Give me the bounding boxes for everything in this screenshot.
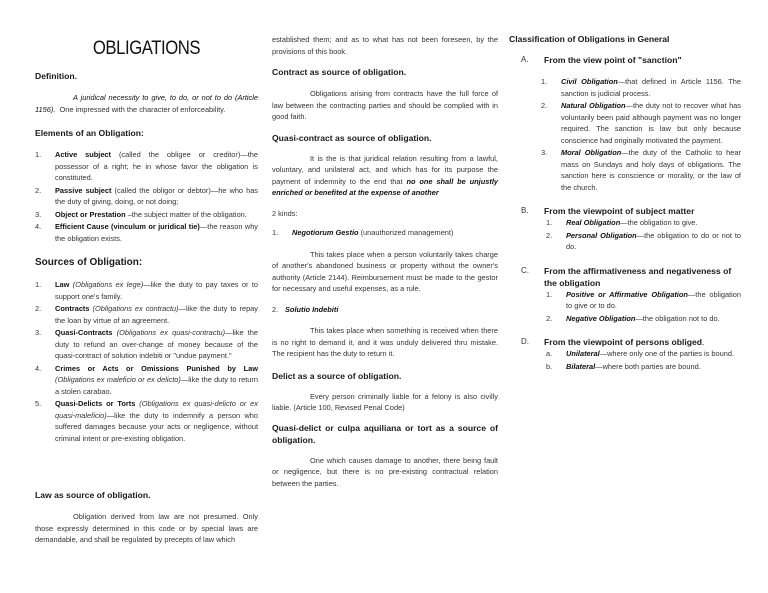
section-a: A. From the view point of "sanction" (521, 55, 682, 65)
column-3 (509, 0, 741, 373)
quasi-delict-heading: Quasi-delict or culpa aquiliana or tort as a source of obligation. (272, 422, 498, 445)
section-d: D. From the viewpoint of persons obliged. (521, 337, 705, 347)
list-item: 5. Quasi-Delicts or Torts (Obligations ex quasi-delicto or ex quasi-maleficio)—like the duty to indemnify a person who suffered damages because your acts or negligence, without criminal intent or pre-existing obligation. (35, 399, 258, 443)
list-item: 1. Real Obligation—the obligation to give. (546, 218, 698, 227)
section-b: B. From the viewpoint of subject matter (521, 206, 695, 216)
contract-source-text: Obligations arising from contracts have the full force of law between the contracting parties and should be complied with in good faith. (272, 89, 498, 121)
section-c: C. From the affirmativeness and negativeness of the obligation (521, 265, 732, 288)
list-item: b. Bilateral—where both parties are bound. (546, 361, 701, 371)
law-source-continued: established them; and as to what has not been foreseen, by the provisions of this book. (272, 35, 498, 56)
definition-heading: Definition. (35, 71, 78, 81)
delict-text: Every person criminally liable for a felony is also civilly liable. (Article 100, Revised Penal Code) (272, 391, 498, 412)
quasi-delict-text: One which causes damage to another, there being fault or negligence, but there is no pre-existing contractual relation between the parties. (272, 455, 498, 488)
list-item: 3. Moral Obligation—the duty of the Catholic to hear mass on Sundays and holy days of obligations. The sanction here is conscience or morality, or the law of the church. (541, 148, 741, 192)
list-item: 2. Negative Obligation—the obligation not to do. (546, 313, 720, 323)
law-source-heading: Law as source of obligation. (35, 490, 151, 500)
list-item: 3. Quasi-Contracts (Obligations ex quasi-contractu)—like the duty to refund an over-change of money because of the quasi-contract of solution indebiti or "undue payment." (35, 328, 258, 360)
list-item: 3. Object or Prestation –the subject matter of the obligation. (35, 209, 247, 219)
list-item: 1. Active subject (called the obligee or creditor)—the possessor of a right; he in whose favor the obligation is constituted. (35, 150, 258, 182)
list-item: 2. Solutio Indebiti (272, 304, 339, 314)
list-item: 4. Efficient Cause (vinculum or juridical tie)—the reason why the obligation exists. (35, 222, 259, 243)
classification-heading: Classification of Obligations in General (509, 34, 670, 44)
solutio-indebiti-text: This takes place when something is received when there is no right to demand it, and it was unduly delivered thru mistake. The recipient has the duty to return it. (272, 326, 498, 358)
column-1 (35, 0, 258, 546)
list-item: 2. Contracts (Obligations ex contractu)—like the duty to repay the loan by virtue of an agreement. (35, 304, 258, 325)
quasi-contract-heading: Quasi-contract as source of obligation. (272, 132, 432, 143)
elements-heading: Elements of an Obligation: (35, 128, 144, 138)
list-item: 1. Law (Obligations ex lege)—like the duty to pay taxes or to support one's family. (35, 280, 258, 301)
column-2 (272, 0, 498, 489)
law-source-text: Obligation derived from law are not presumed. Only those expressly determined in this code or by special laws are demandable, and shall be regulated by precepts of law which (35, 512, 258, 544)
sources-heading: Sources of Obligation: (35, 257, 143, 268)
list-item: 2. Passive subject (called the obligor or debtor)—he who has the duty of giving, doing, or not doing; (35, 185, 258, 206)
list-item: 1. Negotiorum Gestio (unauthorized management) (272, 228, 454, 237)
list-item: a. Unilateral—where only one of the parties is bound. (546, 349, 735, 358)
list-item: 1. Positive or Affirmative Obligation—the obligation to give or to do. (546, 289, 741, 310)
list-item: 4. Crimes or Acts or Omissions Punished by Law (Obligations ex maleficio or ex delicto)—like the duty to return a stolen carabao. (35, 363, 258, 396)
contract-source-heading: Contract as source of obligation. (272, 67, 407, 77)
kinds-label: 2 kinds: (272, 208, 298, 218)
list-item: 2. Natural Obligation—the duty not to recover what has voluntarily been paid although payment was no longer required. The sanction is law but only because conscience had originally motivated the payment. (541, 101, 741, 145)
elements-list (35, 149, 258, 244)
list-item: 1. Civil Obligation—that defined in Article 1156. The sanction is judicial process. (541, 77, 742, 98)
quasi-contract-text: It is the is that juridical relation resulting from a lawful, voluntary, and unilateral act, and which has for its purpose the payment of indemnity to the end that no one shall be unjustly enriched or benefited at the expense of another (272, 153, 498, 197)
delict-heading: Delict as a source of obligation. (272, 370, 402, 381)
negotiorum-gestio-text: This takes place when a person voluntarily takes charge of another's abandoned business or property without the owner's authority (Article 2144). Reimbursement must be made to the gestor for necessary and useful expenses, as a rule. (272, 249, 498, 293)
page-title: OBLIGATIONS (92, 38, 201, 59)
sources-list (35, 279, 258, 444)
list-item: 2. Personal Obligation—the obligation to do or not to do. (546, 230, 741, 251)
definition-text: A juridical necessity to give, to do, or not to do (Article 1156). One impressed with the character of enforceability. (35, 93, 258, 114)
